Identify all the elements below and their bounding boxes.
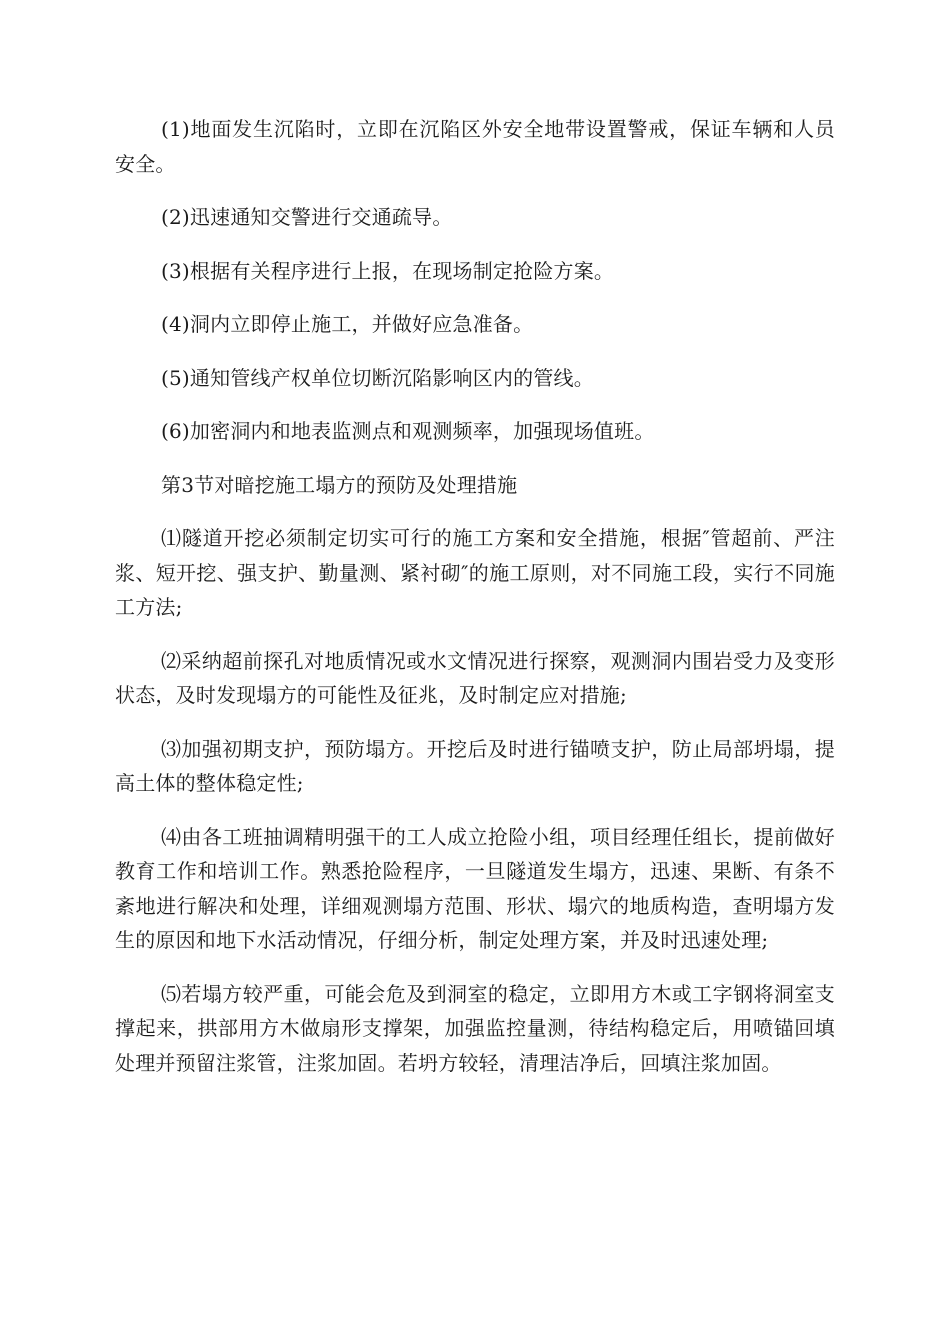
paragraph-3: (3)根据有关程序进行上报，在现场制定抢险方案。 xyxy=(161,258,615,283)
document-body xyxy=(115,112,835,1099)
paragraph-8: ⑵采纳超前探孔对地质情况或水文情况进行探察，观测洞内围岩受力及变形状态，及时发现塌方的可能性及征兆，及时制定应对措施; xyxy=(115,648,835,707)
paragraph-10: ⑷由各工班抽调精明强干的工人成立抢险小组，项目经理任组长，提前做好教育工作和培训工作。熟悉抢险程序，一旦隧道发生塌方，迅速、果断、有条不紊地进行解决和处理，详细观测塌方范围、形状、塌穴的地质构造，查明塌方发生的原因和地下水活动情况，仔细分析，制定处理方案，并及时迅速处理; xyxy=(115,824,835,952)
paragraph-9: ⑶加强初期支护，预防塌方。开挖后及时进行锚喷支护，防止局部坍塌，提高土体的整体稳定性; xyxy=(115,736,835,795)
paragraph-2: (2)迅速通知交警进行交通疏导。 xyxy=(161,205,453,229)
paragraph-4: (4)洞内立即停止施工，并做好应急准备。 xyxy=(161,312,534,336)
paragraph-1: (1)地面发生沉陷时，立即在沉陷区外安全地带设置警戒，保证车辆和人员安全。 xyxy=(115,117,835,176)
paragraph-11: ⑸若塌方较严重，可能会危及到洞室的稳定，立即用方木或工字钢将洞室支撑起来，拱部用方木做扇形支撑架，加强监控量测，待结构稳定后，用喷锚回填处理并预留注浆管，注浆加固。若坍方较轻，清理洁净后，回填注浆加固。 xyxy=(115,981,835,1075)
paragraph-6: (6)加密洞内和地表监测点和观测频率，加强现场值班。 xyxy=(161,419,655,443)
paragraph-5: (5)通知管线产权单位切断沉陷影响区内的管线。 xyxy=(161,365,594,390)
section-heading: 第3节对暗挖施工塌方的预防及处理措施 xyxy=(161,472,518,497)
paragraph-7: ⑴隧道开挖必须制定切实可行的施工方案和安全措施，根据″管超前、严注浆、短开挖、强支护、勤量测、紧衬砌″的施工原则，对不同施工段，实行不同施工方法; xyxy=(115,526,835,619)
